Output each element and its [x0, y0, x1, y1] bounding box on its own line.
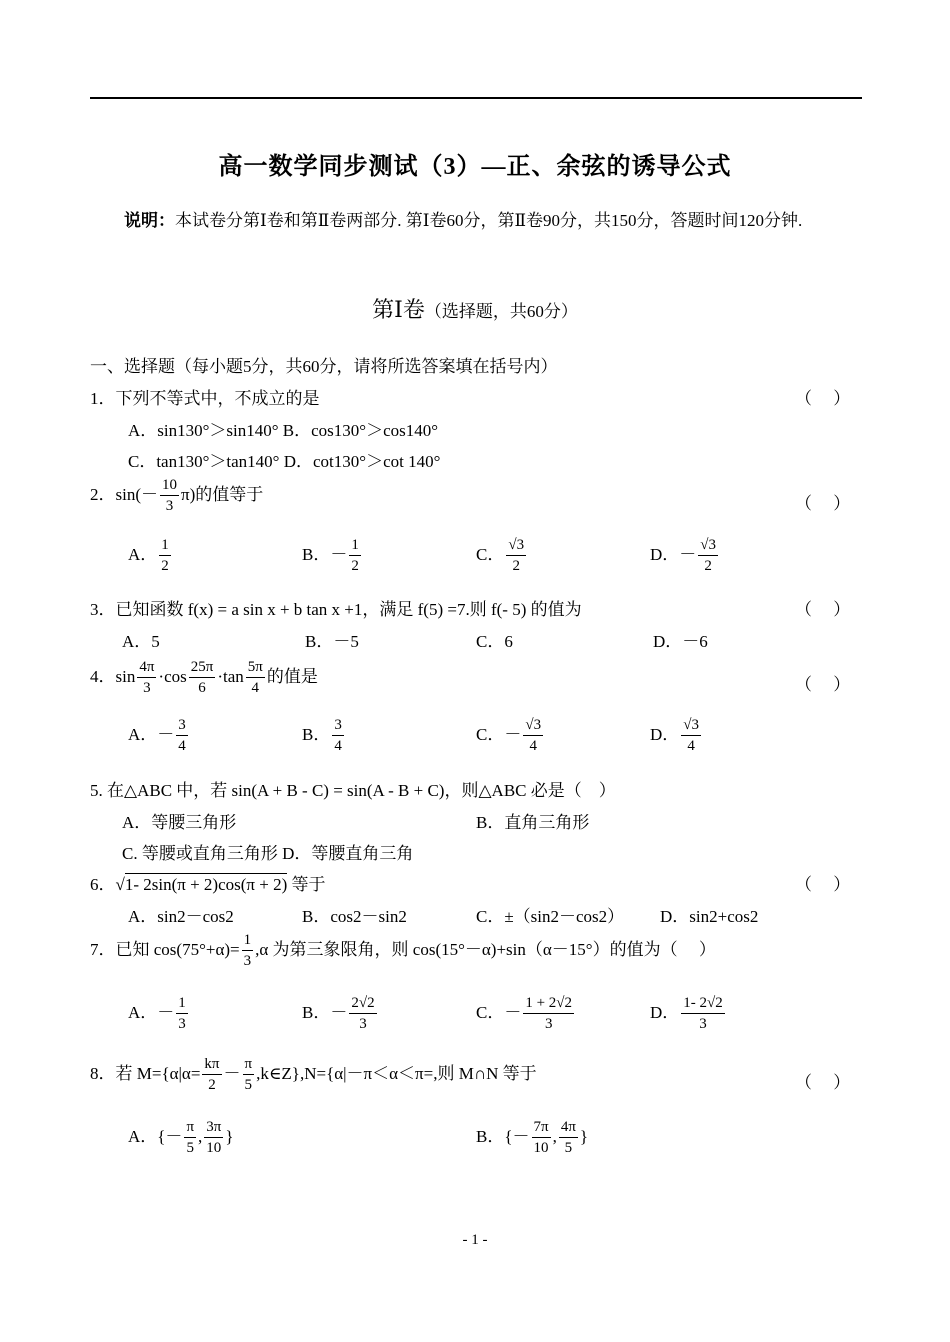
- q4-option-c: [476, 718, 545, 754]
- q7-a-num: 1: [176, 996, 188, 1014]
- q7-post: ,α 为第三象限角，则 cos(15°－α)+sin（α－15°）的值为（ ）: [255, 939, 716, 959]
- q7-num: 1: [242, 933, 254, 951]
- q8-b-n2: 4π: [559, 1120, 578, 1138]
- q7-b-label: B．－: [302, 1002, 348, 1022]
- q8-d2: 5: [244, 1077, 253, 1093]
- q8-b-n1: 7π: [532, 1120, 551, 1138]
- q2-option-c: [476, 538, 528, 574]
- q8-a-end: }: [225, 1126, 234, 1146]
- q3-option-b: B．－5: [305, 632, 359, 651]
- page-title: 高一数学同步测试（3）—正、余弦的诱导公式: [218, 154, 732, 180]
- q2-den: 3: [165, 498, 174, 514]
- q4-b-num: 3: [332, 718, 344, 736]
- q8-d1: 2: [208, 1077, 216, 1093]
- q8-pre: 8．若 M={α|α=: [90, 1063, 201, 1083]
- q8-a-label: A．{－: [128, 1126, 183, 1146]
- q7-c-label: C．－: [476, 1002, 522, 1022]
- q5-options-cd: C. 等腰或直角三角形 D．等腰直角三角: [122, 844, 414, 863]
- q4-frac1: [137, 660, 156, 696]
- q4-d2: 6: [198, 680, 206, 696]
- q7-b-num: 2√2: [349, 996, 376, 1014]
- q4-mid1: ·cos: [158, 666, 187, 686]
- q1-stem: 1．下列不等式中，不成立的是: [90, 389, 320, 408]
- q8-a-sep: ,: [198, 1126, 203, 1146]
- q5-option-b: B．直角三角形: [476, 813, 590, 832]
- q7-c-frac: [523, 996, 574, 1032]
- q2-a-den: 2: [161, 558, 169, 574]
- q4-n2: 25π: [189, 660, 216, 678]
- q8-b-end: }: [579, 1126, 589, 1146]
- q7-a-frac: [176, 996, 188, 1032]
- q8-option-a: [128, 1120, 234, 1156]
- q6-answer-blank[interactable]: （ ）: [795, 875, 851, 894]
- q8-a-d1: 5: [186, 1140, 194, 1156]
- q8-a-d2: 10: [206, 1140, 222, 1156]
- q4-post: 的值是: [266, 666, 318, 686]
- q8-b-frac2: [559, 1120, 578, 1156]
- q2-pre: 2．sin(－: [90, 484, 158, 504]
- q4-a-frac: [176, 718, 188, 754]
- q4-mid2: ·tan: [217, 666, 244, 686]
- q2-answer-blank[interactable]: （ ）: [795, 494, 851, 513]
- q4-d1: 3: [143, 680, 151, 696]
- q7-c-den: 3: [544, 1016, 553, 1032]
- q6-sqrt-sign: √: [115, 875, 125, 894]
- q7-stem: [90, 933, 716, 969]
- q4-pre: 4．sin: [90, 666, 136, 686]
- q8-a-frac1: [184, 1120, 196, 1156]
- q6-radicand: 1- 2sin(π + 2)cos(π + 2): [124, 875, 288, 894]
- q4-stem: [90, 660, 318, 696]
- part-heading: [0, 293, 950, 324]
- q6-option-a: A．sin2－cos2: [128, 907, 234, 926]
- q2-a-frac: [159, 538, 171, 574]
- q8-frac1: [202, 1057, 221, 1093]
- q2-option-d: [650, 538, 720, 574]
- q7-a-label: A．－: [128, 1002, 175, 1022]
- q2-d-den: 2: [704, 558, 712, 574]
- q2-option-a: [128, 538, 173, 574]
- q4-d-frac: [681, 718, 701, 754]
- q1-options-ab: A．sin130°＞sin140° B．cos130°＞cos140°: [128, 421, 439, 440]
- q3-option-d: D．－6: [653, 632, 708, 651]
- q7-option-b: [302, 996, 379, 1032]
- q7-pre: 7．已知 cos(75°+α)=: [90, 939, 240, 959]
- q7-fraction: [242, 933, 254, 969]
- q4-option-b: [302, 718, 346, 754]
- q7-a-den: 3: [178, 1016, 186, 1032]
- q2-d-label: D．－: [650, 544, 697, 564]
- q7-d-num: 1- 2√2: [681, 996, 724, 1014]
- intro-label: 说明：: [124, 211, 175, 230]
- q4-d-den: 4: [687, 738, 695, 754]
- q1-options-cd: C．tan130°＞tan140° D．cot130°＞cot 140°: [128, 452, 441, 471]
- q8-answer-blank[interactable]: （ ）: [795, 1073, 851, 1092]
- header-rule: [90, 97, 862, 99]
- q2-c-den: 2: [512, 558, 520, 574]
- q2-b-label: B．－: [302, 544, 348, 564]
- q3-option-c: C．6: [476, 632, 513, 651]
- q7-d-label: D．: [650, 1002, 680, 1022]
- q8-n2: π: [243, 1057, 255, 1075]
- section-heading: 一、选择题（每小题5分，共60分，请将所选答案填在括号内）: [90, 357, 558, 376]
- q3-answer-blank[interactable]: （ ）: [795, 600, 851, 619]
- q2-c-frac: [506, 538, 526, 574]
- q6-pre: 6．: [90, 875, 116, 894]
- q4-frac2: [189, 660, 216, 696]
- q4-b-frac: [332, 718, 344, 754]
- q2-d-num: √3: [698, 538, 718, 556]
- q4-n1: 4π: [137, 660, 156, 678]
- q4-n3: 5π: [246, 660, 265, 678]
- q2-c-label: C．: [476, 544, 505, 564]
- q4-d-num: √3: [681, 718, 701, 736]
- q4-c-den: 4: [529, 738, 537, 754]
- q4-d-label: D．: [650, 724, 680, 744]
- q8-a-n2: 3π: [204, 1120, 223, 1138]
- q8-frac2: [243, 1057, 255, 1093]
- q2-option-b: [302, 538, 363, 574]
- q4-b-den: 4: [334, 738, 342, 754]
- q8-a-n1: π: [184, 1120, 196, 1138]
- q8-b-d2: 5: [564, 1140, 573, 1156]
- q6-option-b: B．cos2－sin2: [302, 907, 407, 926]
- q4-frac3: [246, 660, 265, 696]
- q8-b-frac1: [532, 1120, 551, 1156]
- q7-option-d: [650, 996, 727, 1032]
- q4-a-den: 4: [178, 738, 186, 754]
- part-main: 第Ⅰ卷: [372, 297, 425, 322]
- q6-stem: [90, 870, 326, 895]
- q2-d-frac: [698, 538, 718, 574]
- q8-stem: [90, 1057, 537, 1093]
- q2-a-num: 1: [159, 538, 171, 556]
- q7-c-num: 1 + 2√2: [523, 996, 574, 1014]
- q7-option-a: [128, 996, 190, 1032]
- q7-den: 3: [243, 953, 252, 969]
- q2-num: 10: [160, 478, 179, 496]
- q2-post: π)的值等于: [181, 484, 264, 504]
- q3-stem: 3．已知函数 f(x) = a sin x + b tan x +1，满足 f(5) =7.则 f(- 5) 的值为: [90, 600, 582, 619]
- q4-a-label: A．－: [128, 724, 175, 744]
- q6-option-c: C．±（sin2－cos2）: [476, 907, 625, 926]
- q6-option-d: D．sin2+cos2: [660, 907, 759, 926]
- q7-b-frac: [349, 996, 376, 1032]
- q8-a-frac2: [204, 1120, 223, 1156]
- intro-text: 本试卷分第Ⅰ卷和第Ⅱ卷两部分. 第Ⅰ卷60分，第Ⅱ卷90分，共150分，答题时间120分钟.: [175, 211, 803, 230]
- q8-post: ,k∈Z},N={α|－π＜α＜π=,则 M∩N 等于: [256, 1063, 537, 1083]
- q5-option-a: A．等腰三角形: [122, 813, 237, 832]
- q4-c-num: √3: [523, 718, 543, 736]
- q7-d-frac: [681, 996, 724, 1032]
- q6-post: 等于: [291, 875, 326, 894]
- q4-answer-blank[interactable]: （ ）: [795, 675, 851, 694]
- page-number: - 1 -: [462, 1232, 488, 1248]
- q2-b-num: 1: [349, 538, 361, 556]
- q4-b-label: B．: [302, 724, 331, 744]
- q2-stem: [90, 478, 263, 514]
- intro: [90, 206, 862, 236]
- q7-b-den: 3: [359, 1016, 367, 1032]
- q8-option-b: [476, 1120, 588, 1156]
- q4-option-d: [650, 718, 703, 754]
- q2-c-num: √3: [506, 538, 526, 556]
- q8-b-label: B．{－: [476, 1126, 530, 1146]
- q7-d-den: 3: [699, 1016, 707, 1032]
- q8-b-sep: ,: [552, 1126, 557, 1146]
- q1-answer-blank[interactable]: （ ）: [795, 389, 851, 408]
- q2-fraction: [160, 478, 179, 514]
- q3-option-a: A．5: [122, 632, 160, 651]
- q8-b-d1: 10: [533, 1140, 549, 1156]
- q4-d3: 4: [251, 680, 260, 696]
- q8-n1: kπ: [202, 1057, 221, 1075]
- q8-mid: －: [223, 1063, 241, 1083]
- q2-a-label: A．: [128, 544, 158, 564]
- q4-c-frac: [523, 718, 543, 754]
- q2-b-frac: [349, 538, 361, 574]
- q4-option-a: [128, 718, 190, 754]
- q4-a-num: 3: [176, 718, 188, 736]
- q5-stem: 5. 在△ABC 中，若 sin(A + B - C) = sin(A - B + C)，则△ABC 必是（ ）: [90, 781, 616, 800]
- q7-option-c: [476, 996, 576, 1032]
- q2-b-den: 2: [351, 558, 359, 574]
- q4-c-label: C．－: [476, 724, 522, 744]
- part-note: （选择题，共60分）: [424, 302, 578, 321]
